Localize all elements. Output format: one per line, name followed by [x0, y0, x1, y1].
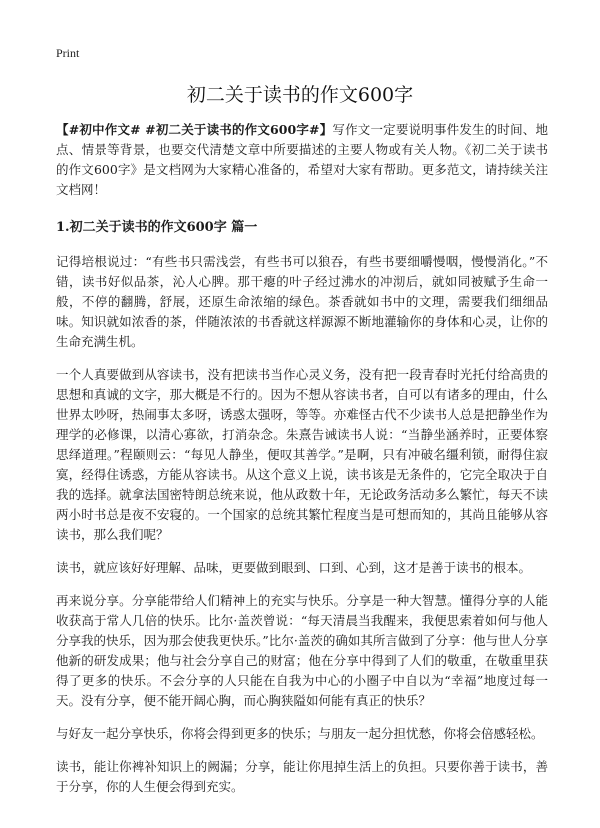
print-link[interactable]: Print — [56, 46, 80, 60]
section-heading: 1.初二关于读书的作文600字 篇一 — [56, 220, 258, 235]
intro-paragraph — [56, 120, 548, 200]
body-paragraph: 再来说分享。分享能带给人们精神上的充实与快乐。分享是一种大智慧。懂得分享的人能收获高于常人几倍的快乐。比尔·盖茨曾说：“每天清晨当我醒来，我便思索着如何与他人分享我的快乐，因为那会使我更快乐。”比尔·盖茨的确如其所言做到了分享：他与世人分享他新的研发成果；他与社会分享自己的财富；他在分享中得到了人们的敬重，在敬重里获得了更多的快乐。不会分享的人只能在自我为中心的小圈子中自以为“幸福”地度过每一天。没有分享，便不能开阔心胸，而心胸狭隘如何能有真正的快乐？ — [56, 593, 548, 708]
body-paragraph: 与好友一起分享快乐，你将会得到更多的快乐；与朋友一起分担忧愁，你将会倍感轻松。 — [56, 726, 544, 741]
body-paragraph: 记得培根说过：“有些书只需浅尝，有些书可以狼吞，有些书要细嚼慢咽，慢慢消化。”不错，读书好似品茶，沁人心脾。那干瘪的叶子经过沸水的冲沏后，就如同被赋予生命一般，不停的翻腾，舒展，还原生命浓缩的绿色。茶香就如书中的文理，需要我们细细品味。知识就如浓香的茶，伴随浓浓的书香就这样源源不断地灌输你的身体和心灵，让你的生命充满生机。 — [56, 254, 548, 349]
page-title: 初二关于读书的作文600字 — [186, 84, 414, 106]
body-paragraph: 一个人真要做到从容读书，没有把读书当作心灵义务，没有把一段青春时光托付给高贵的思想和真诚的文字，那大概是不行的。因为不想从容读书者，自可以有诸多的理由，什么世界太吵呀，热闹事太多呀，诱惑太强呀，等等。亦难怪古代不少读书人总是把静坐作为理学的必修课，以清心寡欲，打消杂念。朱熹告诫读书人说：“当静坐涵养时，正要体察思绎道理。”程颐则云：“每见人静坐，便叹其善学。”是啊，只有冲破名缰利锁，耐得住寂寞，经得住诱惑，方能从容读书。从这个意义上说，读书该是无条件的，它完全取决于自我的选择。就拿法国密特朗总统来说，他从政数十年，无论政务活动多么繁忙，每天不读两小时书总是夜不安寝的。一个国家的总统其繁忙程度当是可想而知的，其尚且能够从容读书，那么我们呢？ — [56, 367, 548, 542]
article-body — [56, 120, 548, 810]
body-paragraph: 读书，能让你裨补知识上的阙漏；分享，能让你甩掉生活上的负担。只要你善于读书，善于分享，你的人生便会得到充实。 — [56, 759, 548, 794]
body-paragraph: 读书，就应该好好理解、品味，更要做到眼到、口到、心到，这才是善于读书的根本。 — [56, 560, 532, 575]
intro-tag: 【#初中作文# #初二关于读书的作文600字#】 — [56, 122, 333, 137]
intro-text: 写作文一定要说明事件发生的时间、地点、情景等背景，也要交代清楚文章中所要描述的主要人物或有关人物。《初二关于读书的作文600字》是文档网为大家精心准备的，希望对大家有帮助。更多范文，请持续关注文档网！ — [56, 122, 548, 197]
